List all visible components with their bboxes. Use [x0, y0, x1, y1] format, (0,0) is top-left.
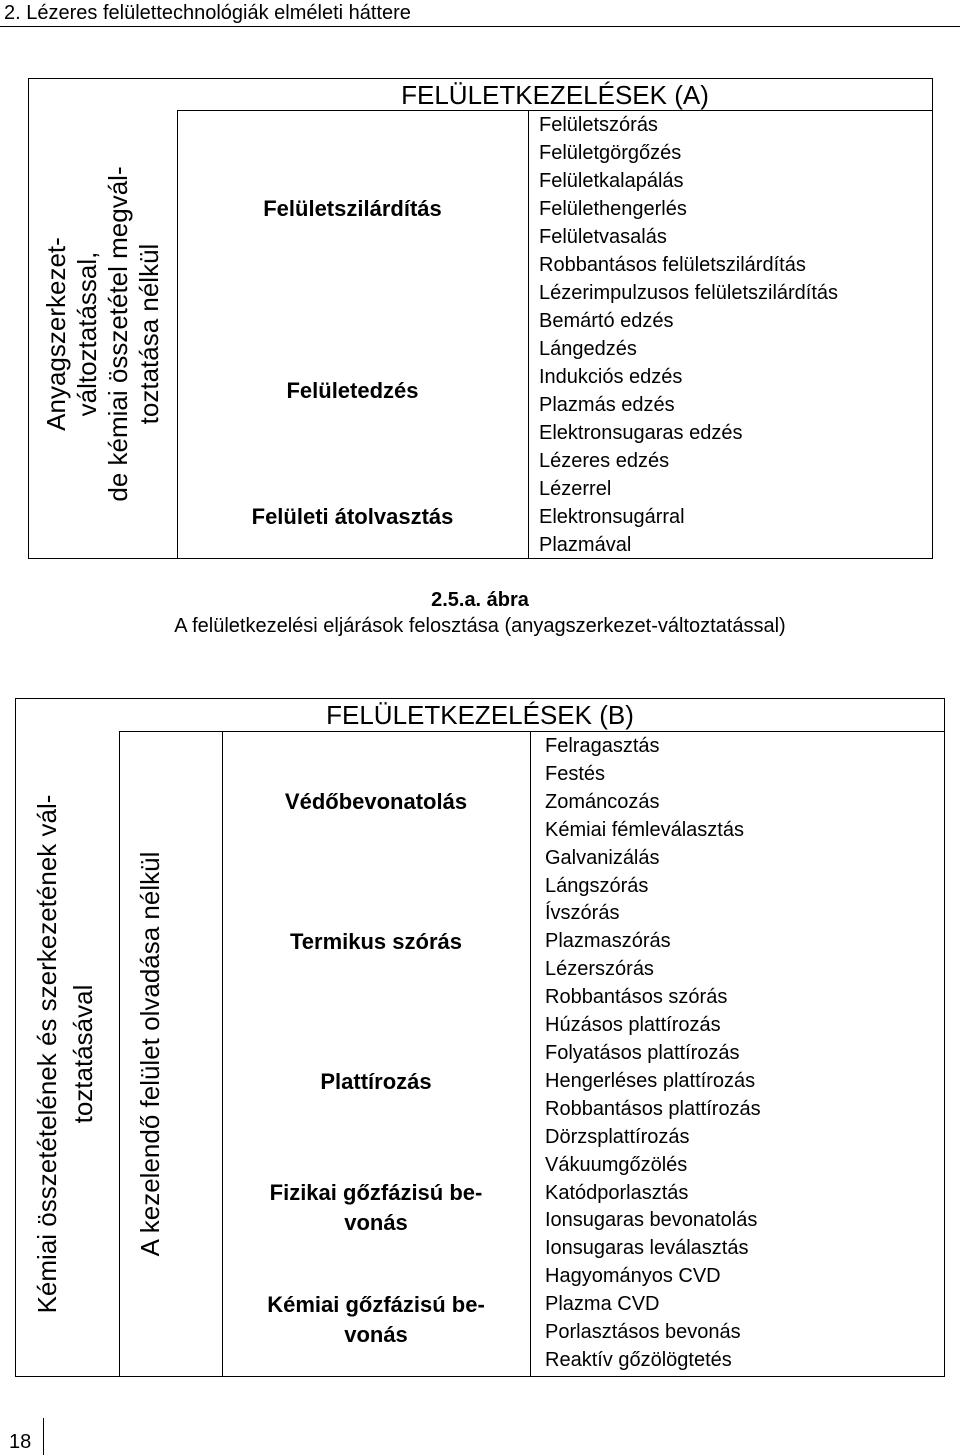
category-name-line: Termikus szórás [289, 929, 462, 954]
page-number-box [0, 1418, 44, 1455]
figure-caption: A felületkezelési eljárások felosztása (anyagszerkezet-változtatással) [174, 615, 786, 637]
method-item: Ívszórás [545, 902, 620, 925]
method-item: Hengerléses plattírozás [545, 1069, 756, 1092]
method-item: Festés [545, 762, 606, 785]
category-kemiai-gozfazisu-bevonas [222, 1290, 530, 1350]
table-b-divider-3 [530, 731, 531, 1377]
method-item: Galvanizálás [545, 846, 660, 869]
method-item: Bemártó edzés [539, 310, 674, 332]
method-item: Plazmás edzés [539, 394, 675, 416]
side-label-line: toztatásával [68, 984, 98, 1124]
table-b-inner-side-label [132, 814, 168, 1294]
category-name-line: vonás [344, 1322, 408, 1347]
method-item: Robbantásos plattírozás [545, 1097, 761, 1120]
table-a-title: FELÜLETKEZELÉSEK (A) [401, 80, 709, 110]
method-item: Indukciós edzés [539, 366, 683, 388]
method-item: Felragasztás [545, 735, 660, 757]
category-vedobevonatolas [222, 787, 530, 817]
method-item: Lézerszórás [545, 958, 654, 981]
figure-number: 2.5.a. ábra [431, 589, 529, 611]
table-b-divider-1 [119, 731, 120, 1377]
side-label-line: Kémiai összetételének és szerkezetének vál- [32, 794, 62, 1314]
running-header [0, 0, 960, 27]
method-item: Vákuumgőzölés [545, 1153, 688, 1176]
running-header-title: 2. Lézeres felülettechnológiák elméleti háttere [4, 2, 411, 24]
table-b-outer-side-label [27, 734, 103, 1374]
side-label-line: A kezelendő felület olvadása nélkül [135, 851, 165, 1257]
table-b-title: FELÜLETKEZELÉSEK (B) [326, 700, 634, 730]
category-termikus-szoras [222, 927, 530, 957]
category-feluletedzes: Felületedzés [286, 378, 419, 403]
method-item: Felületkalapálás [539, 170, 684, 192]
method-item: Lángedzés [539, 338, 637, 360]
page-number: 18 [9, 1431, 32, 1453]
method-item: Folyatásos plattírozás [545, 1041, 740, 1064]
method-item: Hagyományos CVD [545, 1265, 721, 1288]
table-b-title-divider [119, 731, 945, 732]
method-item: Robbantásos felületszilárdítás [539, 254, 806, 276]
table-a-side-label [41, 109, 164, 559]
method-item: Plazmaszórás [545, 930, 671, 953]
category-name-line: Kémiai gőzfázisú be- [267, 1292, 485, 1317]
method-item: Plazmával [539, 534, 632, 556]
method-item: Elektronsugárral [539, 506, 685, 528]
table-a-divider-left [177, 110, 178, 559]
side-label-line: de kémiai összetétel megvál- [103, 166, 133, 502]
table-a-divider-right [528, 110, 529, 559]
method-item: Plazma CVD [545, 1293, 660, 1316]
method-item: Húzásos plattírozás [545, 1014, 721, 1037]
category-name-line: Plattírozás [320, 1069, 432, 1094]
method-item: Felülethengerlés [539, 198, 687, 220]
category-name-line: Védőbevonatolás [284, 789, 468, 814]
method-item: Felületvasalás [539, 226, 667, 248]
method-item: Felületszórás [539, 114, 658, 136]
method-item: Kémiai fémleválasztás [545, 818, 744, 841]
method-item: Ionsugaras leválasztás [545, 1237, 749, 1260]
side-label-line: toztatása nélkül [134, 243, 164, 425]
method-item: Ionsugaras bevonatolás [545, 1209, 758, 1232]
method-item: Zománcozás [545, 790, 660, 813]
category-plattirozas [222, 1067, 530, 1097]
table-a-method-list [539, 111, 838, 559]
method-item: Lángszórás [545, 874, 649, 897]
table-b-divider-2 [222, 731, 223, 1377]
side-label-line: Anyagszerkezet- [41, 237, 71, 431]
category-name-line: vonás [344, 1210, 408, 1235]
method-item: Katódporlasztás [545, 1181, 689, 1204]
method-item: Felületgörgőzés [539, 142, 682, 164]
method-item: Lézerimpulzusos felületszilárdítás [539, 282, 839, 304]
table-b-method-list [545, 733, 761, 1375]
method-item: Robbantásos szórás [545, 986, 728, 1009]
method-item: Porlasztásos bevonás [545, 1321, 741, 1344]
method-item: Dörzsplattírozás [545, 1125, 690, 1148]
category-feluletszilarditas: Felületszilárdítás [263, 196, 442, 221]
method-item: Lézeres edzés [539, 450, 670, 472]
category-name-line: Fizikai gőzfázisú be- [269, 1180, 483, 1205]
method-item: Lézerrel [539, 478, 612, 500]
category-feluleti-atolvasztas: Felületi átolvasztás [251, 504, 454, 529]
method-item: Reaktív gőzölögtetés [545, 1348, 732, 1371]
method-item: Elektronsugaras edzés [539, 422, 743, 444]
category-fizikai-gozfazisu-bevonas [222, 1178, 530, 1238]
side-label-line: változtatással, [72, 251, 102, 417]
